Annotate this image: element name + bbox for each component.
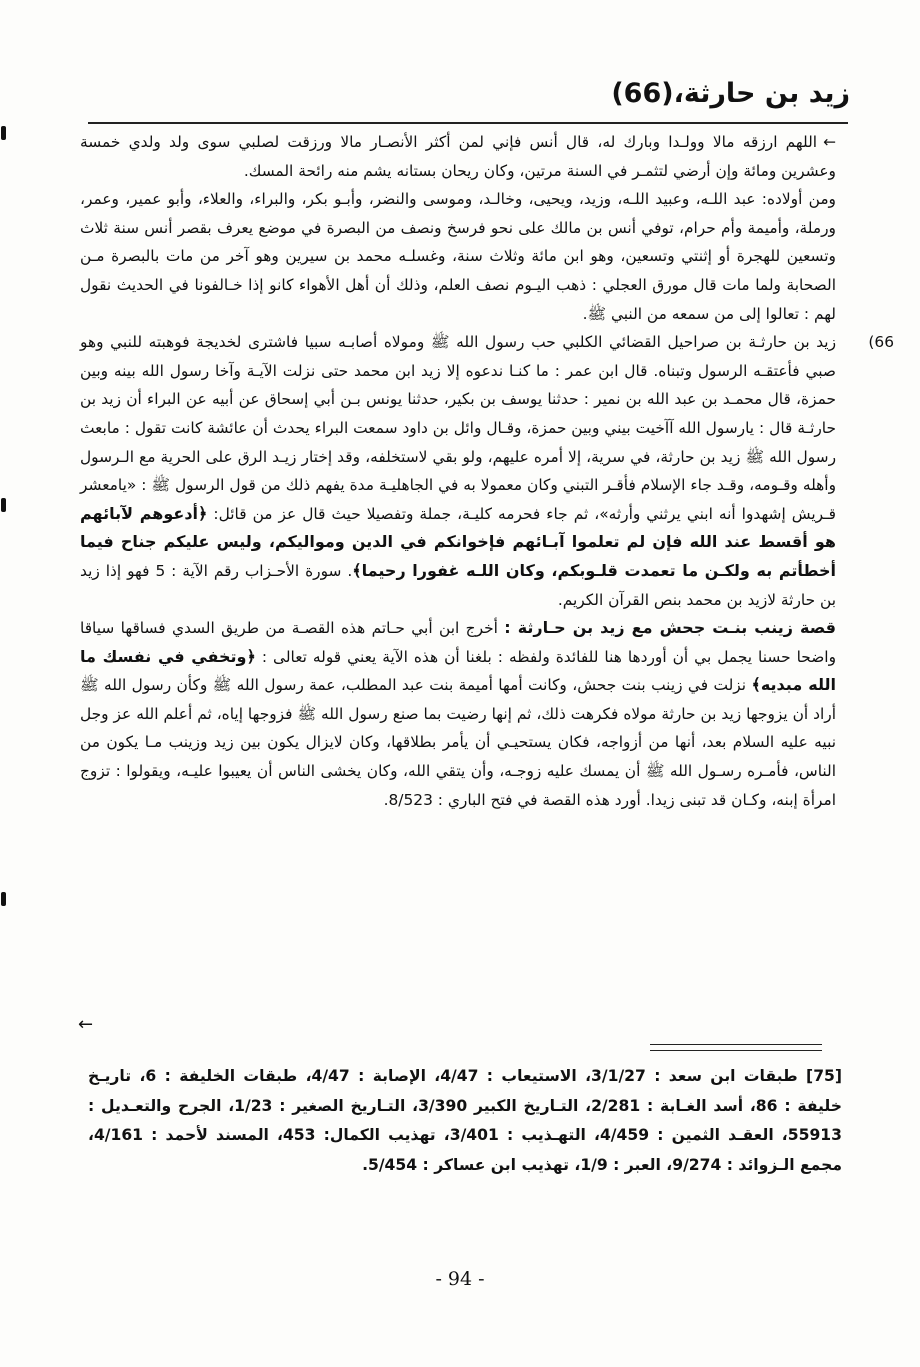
story-text-2: نزلت في زينب بنت جحش، وكانت أمها أميمة بنت عبد المطلب، عمة رسول الله ﷺ وكأن رسول الله ﷺ أراد أن يزوجها زيد بن حارثة مولاه فكرهت ذلك، ثم إنها رضيت بما صنع رسول الله ﷺ فزوجها إياه، ثم أعلم الله عز وجل نبيه عليه السلام بعد، أنها من أزواجه، فكان يستحيـي أن يأمر بطلاقها، وكان لايزال يكون بين زيد وزينب مـا يكون من الناس، فأمـره رسـول الله ﷺ أن يمسك عليه زوجـه، وأن يتقي الله، وكان يخشى الناس أن يعيبوا عليـه، ويقولوا : تزوج امرأة إبنه، وكـان قد تبنى زيدا. أورد هذه القصة في فتح الباري : 8/523. bbox=[80, 676, 836, 809]
header-divider bbox=[88, 122, 848, 124]
scan-edge-mark bbox=[1, 498, 6, 512]
footnotes bbox=[88, 1062, 842, 1180]
entry-text-before: زيد بن حارثـة بن صراحيل القضائي الكلبي حب رسول الله ﷺ ومولاه أصابـه سبيا فاشترى لخديجة فوهبته للنبي وهو صبي فأعتقـه الرسول وتبناه. قال ابن عمر : ما كنـا ندعوه إلا زيد ابن محمد حتى نزلت الآيـة وآخا رسول الله بينه وبين حمزة، قال محمـد بن عبد الله بن نمير : حدثنا يوسف بن بكير، حدثنا يونس بـن أبي إسحاق عن أبيه عن البراء أن زيد بن حارثـة قال : يارسول الله آآخيت بيني وبين حمزة، وقـال وائل بن داود سمعت البراء يحدث أن عائشة كانت تقول : مابعث رسول الله ﷺ زيد بن حارثة، في سرية، إلا أمره عليهم، ولو بقي لاستخلفه، وقد إختار زيـد الرق على الحرية مع الـرسول وأهله وقـومه، وقـد جاء الإسلام فأقـر التبني وكان معمولا به في الجاهليـة مدة يفهم ذلك من قول الرسول ﷺ : «يامعشر قـريش إشهدوا أنه ابني يرثني وأرثه»، ثم جاء فحرمه كليـة، جملة وتفصيلا حيث قال عز من قائل: bbox=[80, 333, 836, 523]
story-text-1: أخرج ابن أبي حـاتم هذه القصـة من طريق السدي فساقها سياقا واضحا حسنا يجمل بي أن أوردها هنا للفائدة ولفظه : بلغنا أن هذه الآية يعني قوله تعالى : bbox=[80, 619, 836, 666]
entry-66-paragraph bbox=[80, 328, 894, 614]
footnote-75 bbox=[88, 1062, 842, 1180]
story-quran-verse: ﴿وتخفي في نفسك ما الله مبديه﴾ bbox=[80, 646, 837, 695]
footnote-number: [75] bbox=[806, 1067, 843, 1085]
scan-edge-mark bbox=[1, 126, 6, 140]
scan-edge-mark bbox=[1, 892, 6, 906]
continuation-paragraph bbox=[80, 128, 836, 185]
story-paragraph bbox=[80, 614, 836, 814]
end-arrow-icon: ← bbox=[78, 1014, 94, 1035]
main-text bbox=[80, 128, 894, 814]
quran-verse: ﴿أدعوهم لآبائهم هو أقسط عند الله فإن لم تعلموا آبـائهم فإخوانكم في الدين ومواليكم، وليس عليكم جناح فيما أخطأتم به ولكـن ما تعمدت قلـوبكم، وكان اللـه غفورا رحيما﴾ bbox=[80, 503, 836, 580]
entry-number: 66) bbox=[868, 333, 894, 352]
page-number: - 94 - bbox=[435, 1268, 485, 1290]
footnote-text: طبقات ابن سعد : 3/1/27، الاستيعاب : 4/47، الإصابة : 4/47، طبقات الخليفة : 6، تاريـخ خليفة : 86، أسد الغـابة : 2/281، التـاريخ الكبير 3/390، التـاريخ الصغير : 1/23، الجرح والتعـديل : 55913، العقـد الثمين : 4/459، التهـذيب : 3/401، تهذيب الكمال: 453، المسند لأحمد : 4/161، مجمع الـزوائد : 9/274، العبر : 1/9، تهذيب ابن عساكر : 5/454. bbox=[88, 1067, 843, 1174]
continuation-arrow-icon: ← bbox=[823, 133, 836, 151]
children-paragraph: ومن أولاده: عبد اللـه، وعبيد اللـه، وزيد، ويحيى، وخالـد، وموسى والنضر، وأبـو بكر، والبراء، والعلاء، وأبو عمير، وعمر، ورملة، وأميمة وأم حرام، توفي أنس بن مالك على نحو فرسخ ونصف من البصرة في موضع يعرف بقصر أنس سنة ثلاث وتسعين للهجرة أو إثنتي وتسعين، وهو ابن مائة وثلاث سنة، وغسلـه محمد بن سيرين وهو آخر من مات بالبصرة مـن الصحابة ولما مات قال مورق العجلي : ذهب اليـوم نصف العلم، وذلك أن أهل الأهواء كانو إذا خـالفونا في الحديث نقول لهم : تعالوا إلى من سمعه من النبي ﷺ. bbox=[80, 190, 836, 323]
footnote-divider bbox=[650, 1050, 822, 1051]
entry-text-after: . سورة الأحـزاب رقم الآية : 5 فهو إذا زيد بن حارثة لازيد بن محمد بنص القرآن الكريم. bbox=[80, 561, 836, 609]
page-title: زيد بن حارثة،(66) bbox=[611, 78, 850, 109]
story-title: قصة زينب بنـت جحش مع زيد بن حـارثة : bbox=[504, 618, 836, 638]
continuation-text: اللهم ارزقه مالا وولـدا وبارك له، قال أنس فإني لمن أكثر الأنصـار مالا ورزقت لصلبي سوى ولد ولدي خمسة وعشرين ومائة وإن أرضي لتثمـر في السنة مرتين، وكان ريحان بستانه يشم منه رائحة المسك. bbox=[80, 133, 836, 180]
footnote-divider bbox=[650, 1044, 822, 1045]
